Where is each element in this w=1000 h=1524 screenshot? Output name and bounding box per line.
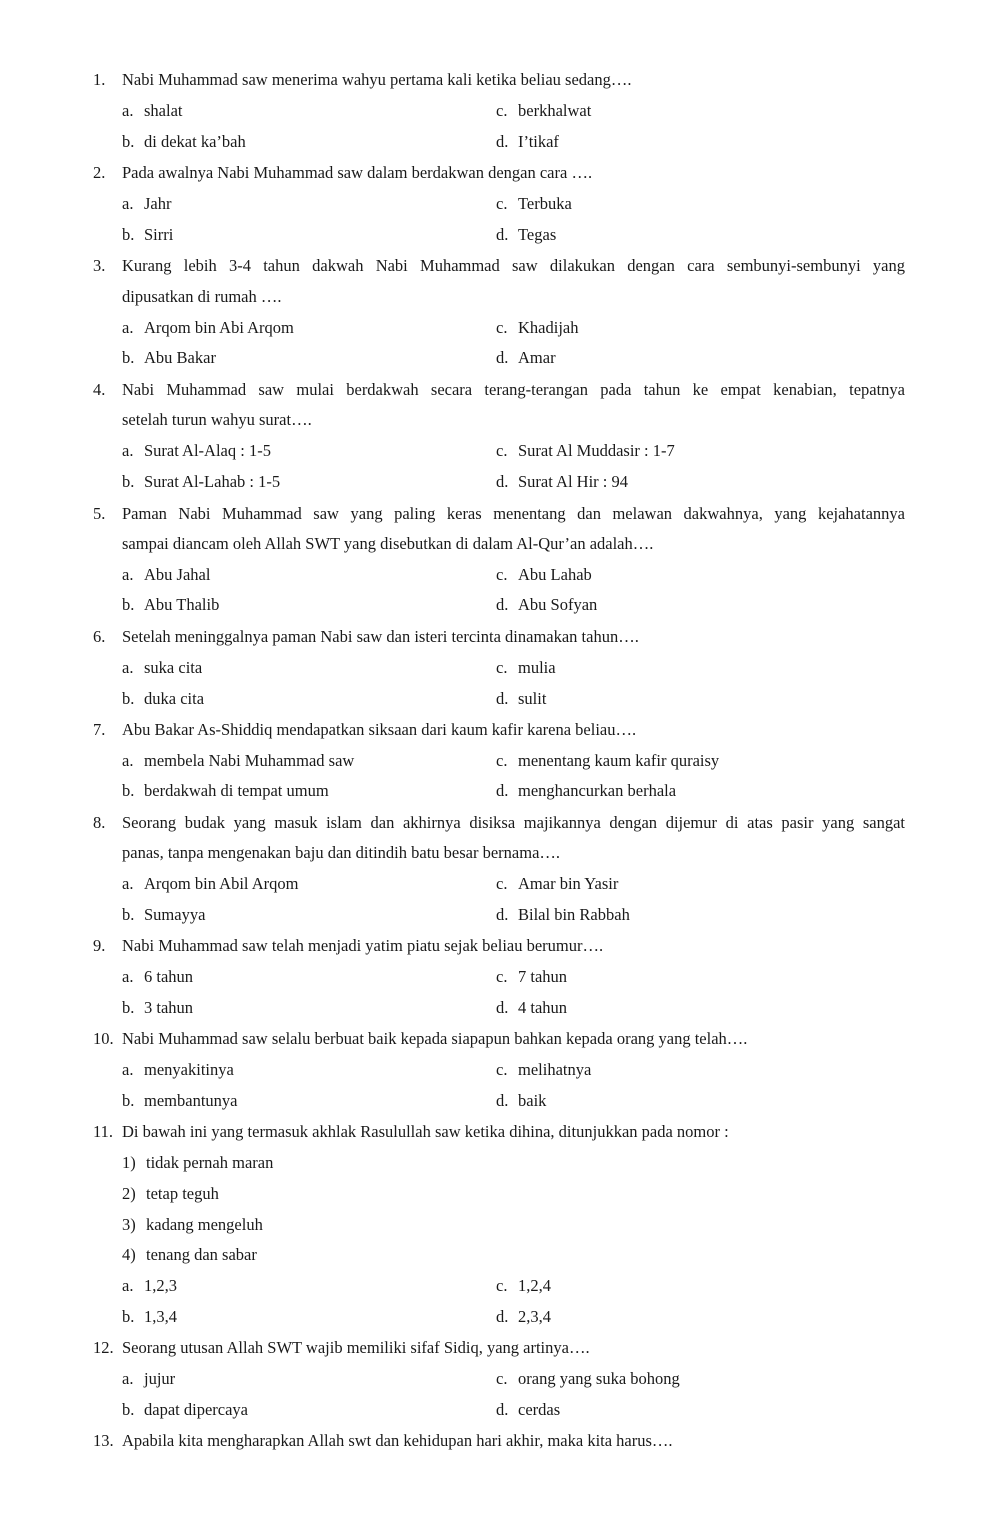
option-label: orang yang suka bohong xyxy=(518,1369,680,1388)
option-label: duka cita xyxy=(144,689,205,708)
question-number: 11. xyxy=(93,1122,114,1141)
option-label: sulit xyxy=(518,689,547,708)
option-label: suka cita xyxy=(144,658,203,677)
option-d[interactable]: d. menghancurkan berhala xyxy=(496,781,677,800)
option-label: membela Nabi Muhammad saw xyxy=(144,751,355,770)
option-label: Sumayya xyxy=(144,905,206,924)
option-b[interactable]: b. Surat Al-Lahab : 1-5 xyxy=(122,472,281,491)
question-number: 4. xyxy=(93,380,106,399)
question-number: 2. xyxy=(93,163,106,182)
option-label: 6 tahun xyxy=(144,967,194,986)
option-c[interactable]: c. Khadijah xyxy=(496,318,579,337)
option-c[interactable]: c. Abu Lahab xyxy=(496,565,592,584)
option-label: di dekat ka’bah xyxy=(144,132,246,151)
question-number: 7. xyxy=(93,720,106,739)
question-number: 13. xyxy=(93,1431,114,1450)
option-b[interactable]: b. membantunya xyxy=(122,1091,238,1110)
option-label: 7 tahun xyxy=(518,967,568,986)
option-d[interactable]: d. 4 tahun xyxy=(496,998,568,1017)
option-c[interactable]: c. 1,2,4 xyxy=(496,1276,551,1295)
option-label: shalat xyxy=(144,101,183,120)
option-label: cerdas xyxy=(518,1400,561,1419)
option-a[interactable]: a. Arqom bin Abi Arqom xyxy=(122,318,294,337)
option-label: Jahr xyxy=(144,194,172,213)
option-c[interactable]: c. mulia xyxy=(496,658,556,677)
option-label: melihatnya xyxy=(518,1060,592,1079)
option-label: 3 tahun xyxy=(144,998,194,1017)
option-d[interactable]: d. sulit xyxy=(496,689,547,708)
option-b[interactable]: b. Abu Thalib xyxy=(122,595,220,614)
question-text: Paman Nabi Muhammad saw yang paling keras menentang dan melawan dakwahnya, yang kejahatannya xyxy=(122,504,905,523)
option-a[interactable]: a. Jahr xyxy=(122,194,172,213)
option-label: Abu Lahab xyxy=(518,565,592,584)
question-number: 6. xyxy=(93,627,106,646)
question-text-continued: panas, tanpa mengenakan baju dan ditindih batu besar bernama…. xyxy=(122,843,561,862)
option-label: Arqom bin Abil Arqom xyxy=(144,874,299,893)
option-label: Abu Jahal xyxy=(144,565,211,584)
option-label: Amar bin Yasir xyxy=(518,874,619,893)
question-text-continued: dipusatkan di rumah …. xyxy=(122,287,282,306)
option-label: berkhalwat xyxy=(518,101,592,120)
option-label: menghancurkan berhala xyxy=(518,781,677,800)
option-a[interactable]: a. menyakitinya xyxy=(122,1060,234,1079)
option-d[interactable]: d. 2,3,4 xyxy=(496,1307,551,1326)
question-text-continued: sampai diancam oleh Allah SWT yang disebutkan di dalam Al-Qur’an adalah…. xyxy=(122,534,654,553)
option-label: Surat Al Hir : 94 xyxy=(518,472,628,491)
option-c[interactable]: c. Terbuka xyxy=(496,194,572,213)
option-a[interactable]: a. jujur xyxy=(122,1369,176,1388)
option-d[interactable]: d. I’tikaf xyxy=(496,132,559,151)
option-label: Abu Bakar xyxy=(144,348,216,367)
statement-item: 3) kadang mengeluh xyxy=(122,1215,263,1234)
question-text-continued: setelah turun wahyu surat…. xyxy=(122,410,312,429)
option-c[interactable]: c. melihatnya xyxy=(496,1060,592,1079)
question-text: Nabi Muhammad saw telah menjadi yatim piatu sejak beliau berumur…. xyxy=(122,936,604,955)
option-d[interactable]: d. Amar xyxy=(496,348,556,367)
option-label: Amar xyxy=(518,348,556,367)
question-number: 8. xyxy=(93,813,106,832)
option-label: menentang kaum kafir quraisy xyxy=(518,751,720,770)
question-number: 5. xyxy=(93,504,106,523)
option-label: menyakitinya xyxy=(144,1060,234,1079)
option-label: 1,3,4 xyxy=(144,1307,177,1326)
question-text: Seorang utusan Allah SWT wajib memiliki sifaf Sidiq, yang artinya…. xyxy=(122,1338,590,1357)
option-a[interactable]: a. shalat xyxy=(122,101,183,120)
option-label: Sirri xyxy=(144,225,174,244)
option-label: Surat Al Muddasir : 1-7 xyxy=(518,441,675,460)
option-b[interactable]: b. Sirri xyxy=(122,225,174,244)
option-b[interactable]: b. 1,3,4 xyxy=(122,1307,177,1326)
statement-label: tetap teguh xyxy=(146,1184,219,1203)
option-c[interactable]: c. menentang kaum kafir quraisy xyxy=(496,751,720,770)
option-a[interactable]: a. Surat Al-Alaq : 1-5 xyxy=(122,441,271,460)
option-label: berdakwah di tempat umum xyxy=(144,781,329,800)
question-text: Nabi Muhammad saw selalu berbuat baik kepada siapapun bahkan kepada orang yang telah…. xyxy=(122,1029,748,1048)
option-a[interactable]: a. 1,2,3 xyxy=(122,1276,177,1295)
option-c[interactable]: c. Amar bin Yasir xyxy=(496,874,619,893)
option-label: dapat dipercaya xyxy=(144,1400,248,1419)
option-label: mulia xyxy=(518,658,556,677)
option-label: Tegas xyxy=(518,225,557,244)
option-label: Surat Al-Alaq : 1-5 xyxy=(144,441,271,460)
option-label: Bilal bin Rabbah xyxy=(518,905,630,924)
option-b[interactable]: b. di dekat ka’bah xyxy=(122,132,246,151)
option-b[interactable]: b. dapat dipercaya xyxy=(122,1400,248,1419)
question-text: Nabi Muhammad saw mulai berdakwah secara terang-terangan pada tahun ke empat kenabian, tepatnya xyxy=(122,380,905,399)
option-label: 1,2,3 xyxy=(144,1276,177,1295)
option-a[interactable]: a. 6 tahun xyxy=(122,967,194,986)
option-d[interactable]: d. cerdas xyxy=(496,1400,561,1419)
question-text: Kurang lebih 3-4 tahun dakwah Nabi Muhammad saw dilakukan dengan cara sembunyi-sembunyi yang xyxy=(122,256,905,275)
option-label: membantunya xyxy=(144,1091,238,1110)
question-number: 12. xyxy=(93,1338,114,1357)
option-b[interactable]: b. 3 tahun xyxy=(122,998,194,1017)
option-label: baik xyxy=(518,1091,547,1110)
question-text: Setelah meninggalnya paman Nabi saw dan isteri tercinta dinamakan tahun…. xyxy=(122,627,639,646)
option-label: Arqom bin Abi Arqom xyxy=(144,318,294,337)
question-number: 10. xyxy=(93,1029,114,1048)
option-label: 2,3,4 xyxy=(518,1307,551,1326)
option-c[interactable]: c. orang yang suka bohong xyxy=(496,1369,680,1388)
option-label: Abu Sofyan xyxy=(518,595,598,614)
option-c[interactable]: c. 7 tahun xyxy=(496,967,568,986)
statement-label: kadang mengeluh xyxy=(146,1215,263,1234)
option-c[interactable]: c. Surat Al Muddasir : 1-7 xyxy=(496,441,675,460)
option-d[interactable]: d. Bilal bin Rabbah xyxy=(496,905,630,924)
question-text: Di bawah ini yang termasuk akhlak Rasulullah saw ketika dihina, ditunjukkan pada nomor : xyxy=(122,1122,729,1141)
statement-label: tidak pernah maran xyxy=(146,1153,274,1172)
statement-item: 1) tidak pernah maran xyxy=(122,1153,274,1172)
option-label: 4 tahun xyxy=(518,998,568,1017)
question-number: 1. xyxy=(93,70,106,89)
option-a[interactable]: a. suka cita xyxy=(122,658,203,677)
option-label: jujur xyxy=(144,1369,176,1388)
option-c[interactable]: c. berkhalwat xyxy=(496,101,592,120)
statement-label: tenang dan sabar xyxy=(146,1245,257,1264)
option-a[interactable]: a. membela Nabi Muhammad saw xyxy=(122,751,355,770)
option-label: Abu Thalib xyxy=(144,595,220,614)
question-text: Pada awalnya Nabi Muhammad saw dalam berdakwan dengan cara …. xyxy=(122,163,593,182)
question-number: 9. xyxy=(93,936,106,955)
option-d[interactable]: d. Tegas xyxy=(496,225,557,244)
question-text: Seorang budak yang masuk islam dan akhirnya disiksa majikannya dengan dijemur di atas pasir yang sangat xyxy=(122,813,905,832)
option-label: 1,2,4 xyxy=(518,1276,551,1295)
option-label: Khadijah xyxy=(518,318,579,337)
statement-item: 2) tetap teguh xyxy=(122,1184,219,1203)
option-b[interactable]: b. Abu Bakar xyxy=(122,348,216,367)
question-number: 3. xyxy=(93,256,106,275)
option-a[interactable]: a. Arqom bin Abil Arqom xyxy=(122,874,299,893)
statement-item: 4) tenang dan sabar xyxy=(122,1245,257,1264)
option-a[interactable]: a. Abu Jahal xyxy=(122,565,211,584)
question-text: Abu Bakar As-Shiddiq mendapatkan siksaan dari kaum kafir karena beliau…. xyxy=(122,720,637,739)
option-label: Surat Al-Lahab : 1-5 xyxy=(144,472,281,491)
option-d[interactable]: d. Surat Al Hir : 94 xyxy=(496,472,628,491)
option-b[interactable]: b. Sumayya xyxy=(122,905,206,924)
option-label: Terbuka xyxy=(518,194,572,213)
option-label: I’tikaf xyxy=(518,132,559,151)
question-text: Apabila kita mengharapkan Allah swt dan kehidupan hari akhir, maka kita harus…. xyxy=(122,1431,673,1450)
option-b[interactable]: b. berdakwah di tempat umum xyxy=(122,781,329,800)
option-d[interactable]: d. Abu Sofyan xyxy=(496,595,598,614)
option-d[interactable]: d. baik xyxy=(496,1091,547,1110)
option-b[interactable]: b. duka cita xyxy=(122,689,205,708)
question-text: Nabi Muhammad saw menerima wahyu pertama kali ketika beliau sedang…. xyxy=(122,70,632,89)
